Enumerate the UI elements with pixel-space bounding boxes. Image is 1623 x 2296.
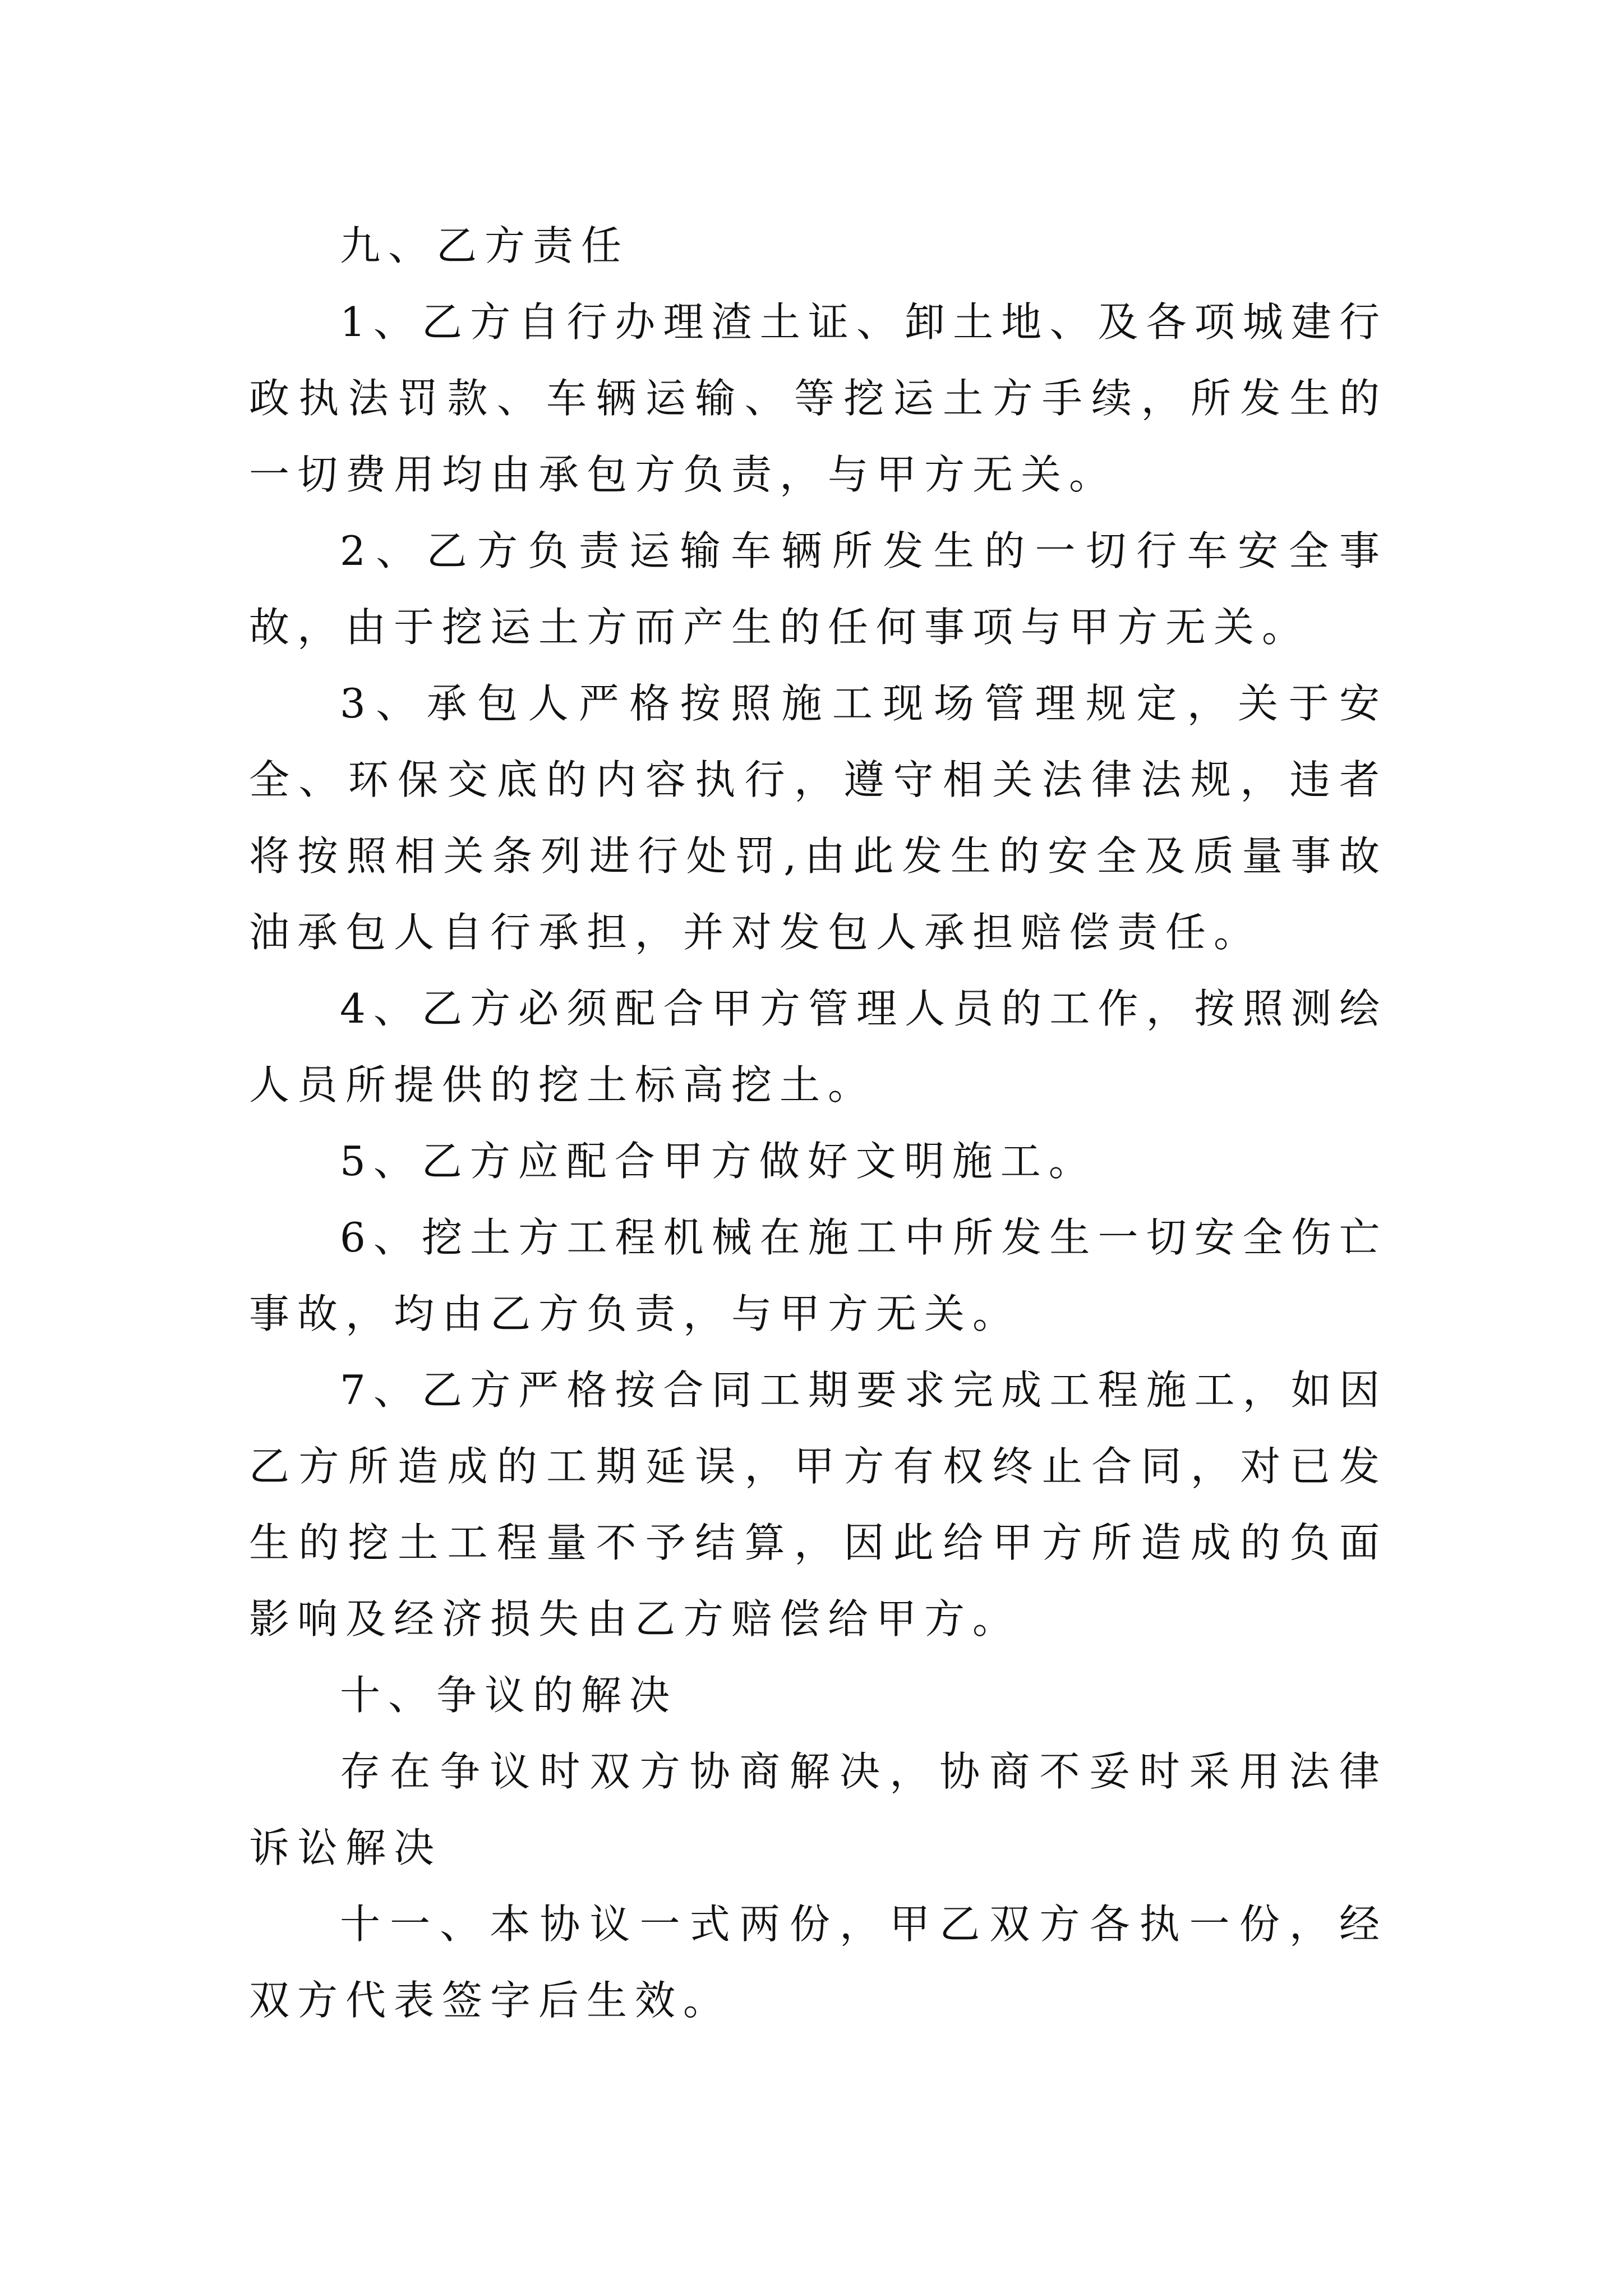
section-heading-dispute: 十、争议的解决 bbox=[340, 1672, 678, 1719]
section-eleven-text: 十一、本协议一式两份，甲乙双方各执一份，经双方代表签字后生效。 bbox=[249, 1901, 1387, 2024]
clause-4: 4、乙方必须配合甲方管理人员的工作，按照测绘人员所提供的挖土标高挖土。 bbox=[249, 985, 1387, 1108]
clause-6: 6、挖土方工程机械在施工中所发生一切安全伤亡事故，均由乙方负责，与甲方无关。 bbox=[249, 1214, 1387, 1337]
clause-7: 7、乙方严格按合同工期要求完成工程施工，如因乙方所造成的工期延误，甲方有权终止合同，对已发生的挖土工程量不予结算，因此给甲方所造成的负面影响及经济损失由乙方赔偿给甲方。 bbox=[249, 1366, 1387, 1642]
clause-2: 2、乙方负责运输车辆所发生的一切行车安全事故，由于挖运土方而产生的任何事项与甲方无关。 bbox=[249, 527, 1387, 651]
clause-3: 3、承包人严格按照施工现场管理规定，关于安全、环保交底的内容执行，遵守相关法律法规，违者将按照相关条列进行处罚,由此发生的安全及质量事故油承包人自行承担，并对发包人承担赔偿责任。 bbox=[249, 680, 1387, 956]
document-body bbox=[249, 208, 1387, 2039]
dispute-resolution-text: 存在争议时双方协商解决，协商不妥时采用法律诉讼解决 bbox=[249, 1748, 1387, 1871]
section-heading-responsibilities: 九、乙方责任 bbox=[340, 222, 630, 269]
clause-5: 5、乙方应配合甲方做好文明施工。 bbox=[340, 1138, 1097, 1185]
clause-1: 1、乙方自行办理渣土证、卸土地、及各项城建行政执法罚款、车辆运输、等挖运土方手续，所发生的一切费用均由承包方负责，与甲方无关。 bbox=[249, 298, 1387, 498]
